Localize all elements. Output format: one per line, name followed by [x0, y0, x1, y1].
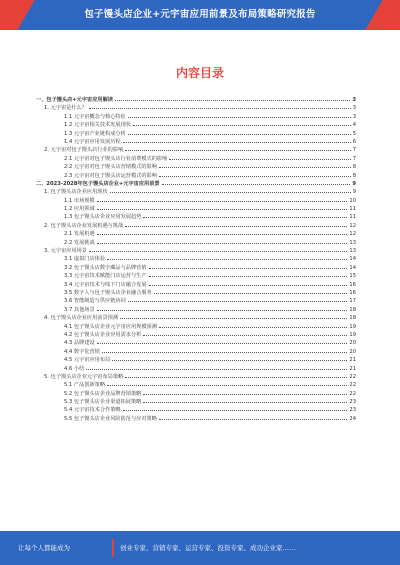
toc-entry[interactable]: [36, 365, 356, 373]
toc-entry[interactable]: [36, 272, 356, 280]
toc-entry-title: 5. 包子馒头店企业元宇宙布局策略: [44, 373, 124, 380]
toc-dot-leader: [123, 406, 348, 411]
toc-entry[interactable]: [36, 113, 356, 121]
toc-entry[interactable]: [36, 138, 356, 146]
toc-dot-leader: [159, 163, 351, 168]
toc-dot-leader: [149, 272, 348, 277]
toc-entry[interactable]: [36, 180, 356, 188]
toc-dot-leader: [149, 264, 348, 269]
toc-entry[interactable]: [36, 205, 356, 213]
toc-page-number: 22: [349, 373, 356, 380]
toc-page-number: 4: [352, 122, 356, 129]
toc-entry-title: 2. 元宇宙对包子馒头店行业的影响: [44, 147, 124, 154]
toc-entry-title: 4.3 品牌建设: [64, 340, 95, 347]
toc-entry[interactable]: [36, 239, 356, 247]
toc-entry-title: 1.4 元宇宙应用发展历程: [64, 138, 121, 145]
toc-dot-leader: [107, 255, 347, 260]
toc-entry-title: 3.4 元宇宙技术与线下门店融合发展: [64, 281, 147, 288]
toc-entry[interactable]: [36, 264, 356, 272]
toc-entry[interactable]: [36, 163, 356, 171]
toc-entry-title: 5.4 元宇宙技术合作策略: [64, 407, 121, 414]
toc-entry[interactable]: [36, 381, 356, 389]
toc-page-number: 23: [349, 407, 356, 414]
toc-dot-leader: [102, 348, 348, 353]
toc-entry-title: 二、2023-2028年包子馒头店企业+元宇宙应用前景: [36, 180, 160, 187]
toc-entry[interactable]: [36, 415, 356, 423]
page-header-banner: [0, 0, 400, 30]
toc-entry-title: 1.1 元宇宙概念与核心特征: [64, 113, 126, 120]
toc-entry-title: 4.6 小结: [64, 365, 85, 372]
toc-page-number: 11: [349, 206, 356, 213]
toc-page-number: 19: [349, 331, 356, 338]
toc-dot-leader: [162, 180, 351, 185]
toc-dot-leader: [143, 213, 347, 218]
toc-dot-leader: [125, 146, 350, 151]
toc-dot-leader: [115, 96, 350, 101]
toc-dot-leader: [89, 104, 351, 109]
toc-entry-title: 5.1 产品创新策略: [64, 382, 106, 389]
toc-entry[interactable]: [36, 373, 356, 381]
toc-dot-leader: [128, 297, 348, 302]
toc-entry-title: 4.2 包子馒头店企业应用需求分析: [64, 331, 142, 338]
toc-entry-title: 3.7 其他场景: [64, 306, 95, 313]
toc-page-number: 18: [349, 315, 356, 322]
toc-page-number: 12: [349, 222, 356, 229]
toc-entry-title: 5.2 包子馒头店企业品牌营销策略: [64, 390, 142, 397]
toc-entry[interactable]: [36, 406, 356, 414]
toc-page-number: 7: [352, 147, 356, 154]
toc-entry[interactable]: [36, 255, 356, 263]
toc-page-number: 10: [349, 197, 356, 204]
toc-dot-leader: [154, 289, 348, 294]
toc-page-number: 21: [349, 357, 356, 364]
toc-entry[interactable]: [36, 146, 356, 154]
toc-entry-title: 5.5 包子馒头店企业风险防范与应对策略: [64, 415, 157, 422]
toc-dot-leader: [120, 314, 347, 319]
footer-tags: 创业专家、营销专家、运营专家、投资专家、成功企业家……: [112, 539, 388, 557]
toc-page-number: 9: [352, 180, 356, 187]
toc-dot-leader: [125, 222, 347, 227]
toc-entry[interactable]: [36, 398, 356, 406]
toc-dot-leader: [112, 356, 347, 361]
toc-dot-leader: [107, 381, 347, 386]
toc-dot-leader: [149, 281, 348, 286]
toc-entry[interactable]: [36, 297, 356, 305]
toc-entry-title: 2.2 元宇宙对包子馒头店营销模式的影响: [64, 164, 157, 171]
toc-entry[interactable]: [36, 323, 356, 331]
toc-entry[interactable]: [36, 172, 356, 180]
toc-page-number: 23: [349, 399, 356, 406]
toc-entry[interactable]: [36, 314, 356, 322]
toc-entry-title: 1.3 元宇宙产业链构成分析: [64, 130, 126, 137]
toc-entry-title: 3.5 数字人与包子馒头店企业融合服务: [64, 289, 152, 296]
toc-page-number: 8: [352, 164, 356, 171]
toc-entry-title: 1.2 元宇宙相关技术发展现状: [64, 122, 131, 129]
toc-entry-title: 4.4 数字化营销: [64, 348, 100, 355]
table-of-contents: [36, 96, 356, 423]
toc-entry-title: 1. 元宇宙是什么？: [44, 105, 87, 112]
toc-dot-leader: [143, 398, 347, 403]
toc-entry[interactable]: [36, 155, 356, 163]
toc-entry[interactable]: [36, 247, 356, 255]
toc-page-number: 20: [349, 340, 356, 347]
toc-entry[interactable]: [36, 213, 356, 221]
toc-page-number: 9: [352, 189, 356, 196]
toc-page-number: 14: [349, 256, 356, 263]
page-footer-banner: [0, 531, 400, 565]
toc-page-number: 16: [349, 289, 356, 296]
toc-entry-title: 1.2 应用领域: [64, 206, 95, 213]
toc-page-number: 11: [349, 214, 356, 221]
toc-entry[interactable]: [36, 104, 356, 112]
toc-dot-leader: [125, 373, 347, 378]
toc-dot-leader: [97, 306, 348, 311]
toc-entry[interactable]: [36, 96, 356, 104]
toc-entry[interactable]: [36, 188, 356, 196]
toc-entry-title: 2.2 发展挑战: [64, 239, 95, 246]
toc-page-number: 13: [349, 248, 356, 255]
toc-entry-title: 3.3 元宇宙技术赋能门店运营与生产: [64, 273, 147, 280]
toc-page-number: 5: [352, 130, 356, 137]
toc-entry-title: 一、包子馒头店+元宇宙应用解读: [36, 97, 113, 103]
toc-entry[interactable]: [36, 130, 356, 138]
toc-dot-leader: [159, 172, 351, 177]
toc-dot-leader: [110, 188, 351, 193]
toc-entry[interactable]: [36, 356, 356, 364]
toc-entry-title: 1.1 市场规模: [64, 197, 95, 204]
toc-page-number: 17: [349, 298, 356, 305]
toc-entry[interactable]: [36, 306, 356, 314]
toc-entry-title: 3. 元宇宙应用场景: [44, 248, 87, 255]
toc-entry-title: 4.5 元宇宙应用布局: [64, 357, 111, 364]
toc-dot-leader: [97, 339, 348, 344]
toc-entry-title: 2.1 元宇宙对包子馒头店行业消费模式的影响: [64, 155, 168, 162]
toc-page-number: 3: [352, 105, 356, 112]
toc-entry-title: 1. 包子馒头店企业应用现状: [44, 189, 108, 196]
toc-entry[interactable]: [36, 197, 356, 205]
toc-page-number: 12: [349, 231, 356, 238]
toc-page-number: 15: [349, 273, 356, 280]
toc-entry[interactable]: [36, 289, 356, 297]
report-title: 包子馒头店企业+元宇宙应用前景及布局策略研究报告: [84, 9, 316, 20]
toc-dot-leader: [123, 138, 351, 143]
toc-entry-title: 2. 包子馒头店企业发展机遇与挑战: [44, 222, 124, 229]
toc-page-number: 8: [352, 172, 356, 179]
toc-dot-leader: [159, 323, 347, 328]
toc-page-number: 14: [349, 264, 356, 271]
toc-page-number: 24: [349, 415, 356, 422]
toc-entry-title: 3.6 智能制造与供应链协同: [64, 298, 126, 305]
toc-dot-leader: [97, 230, 348, 235]
toc-dot-leader: [143, 331, 347, 336]
toc-entry-title: 4.1 包子馒头店企业元宇宙应用规模预测: [64, 323, 157, 330]
toc-entry[interactable]: [36, 230, 356, 238]
toc-page-number: 22: [349, 390, 356, 397]
toc-entry-title: 3.2 包子馒头店数字藏品与品牌营销: [64, 264, 147, 271]
toc-page-number: 3: [352, 97, 356, 103]
toc-page-number: 22: [349, 382, 356, 389]
toc-entry-title: 4. 包子馒头店企业应用前景预测: [44, 315, 119, 322]
toc-entry[interactable]: [36, 331, 356, 339]
toc-entry[interactable]: [36, 121, 356, 129]
toc-dot-leader: [97, 197, 348, 202]
toc-page-number: 7: [352, 155, 356, 162]
toc-dot-leader: [159, 415, 347, 420]
toc-entry[interactable]: [36, 390, 356, 398]
toc-dot-leader: [128, 130, 351, 135]
toc-page-number: 19: [349, 323, 356, 330]
toc-dot-leader: [143, 390, 347, 395]
toc-page-number: 13: [349, 239, 356, 246]
footer-slogan: 让每个人都能成为: [18, 544, 70, 552]
toc-dot-leader: [86, 365, 347, 370]
toc-page-number: 16: [349, 281, 356, 288]
toc-dot-leader: [169, 155, 350, 160]
toc-entry[interactable]: [36, 281, 356, 289]
toc-page-number: 3: [352, 113, 356, 120]
toc-entry-title: 2.3 元宇宙对包子馒头店运营模式的影响: [64, 172, 157, 179]
toc-entry-title: 3.1 虚拟门店体验: [64, 256, 106, 263]
toc-dot-leader: [89, 247, 347, 252]
toc-dot-leader: [128, 113, 351, 118]
toc-page-number: 20: [349, 348, 356, 355]
toc-entry-title: 2.1 发展机遇: [64, 231, 95, 238]
toc-dot-leader: [97, 205, 348, 210]
toc-entry-title: 1.3 包子馒头店企业应用发展趋势: [64, 214, 142, 221]
toc-page-number: 6: [352, 138, 356, 145]
toc-page-number: 18: [349, 306, 356, 313]
toc-dot-leader: [97, 239, 348, 244]
toc-entry[interactable]: [36, 339, 356, 347]
toc-page-number: 21: [349, 365, 356, 372]
toc-entry[interactable]: [36, 348, 356, 356]
toc-entry-title: 5.3 包子馒头店企业渠道拓展策略: [64, 399, 142, 406]
toc-entry[interactable]: [36, 222, 356, 230]
toc-heading: 内容目录: [175, 66, 224, 80]
toc-dot-leader: [133, 121, 351, 126]
